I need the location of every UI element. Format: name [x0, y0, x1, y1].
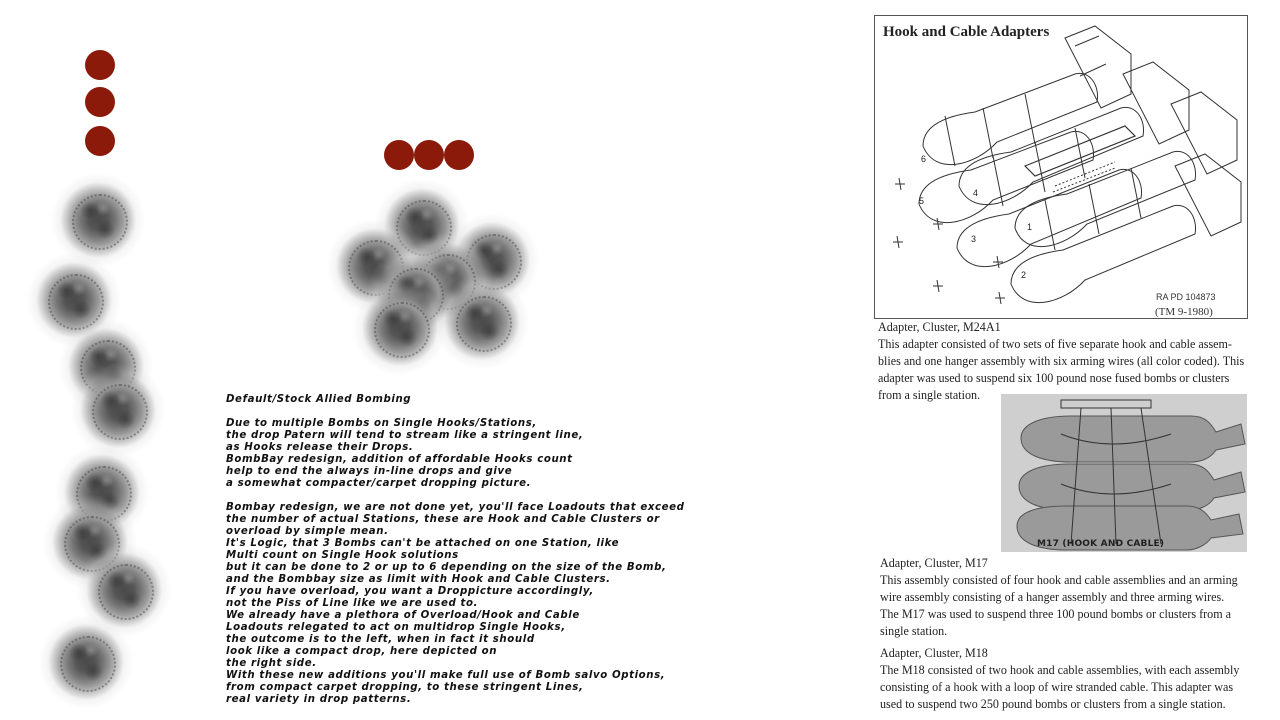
m17-line: single station. [880, 624, 948, 638]
m18-title: Adapter, Cluster, M18 [880, 646, 988, 660]
explanation-line: but it can be done to 2 or up to 6 depending on the size of the Bomb, [226, 562, 667, 573]
m17-line: The M17 was used to suspend three 100 pound bombs or clusters from a [880, 607, 1231, 621]
explanation-line: not the Piss of Line like we are used to. [226, 598, 479, 609]
figure-source: (TM 9-1980) [1155, 306, 1213, 318]
figure-code: RA PD 104873 [1156, 292, 1216, 302]
bomb-number-label: 4 [973, 188, 979, 198]
explanation-line: We already have a plethora of Overload/Hook and Cable [226, 610, 580, 621]
explanation-line: Multi count on Single Hook solutions [226, 550, 459, 561]
left-marker-dot [85, 87, 115, 117]
bomb-number-label: 2 [1021, 270, 1027, 280]
explanation-line: help to end the always in-line drops and give [226, 466, 513, 477]
m17-line: wire assembly consisting of a hanger assembly and three arming wires. [880, 590, 1225, 604]
center-marker-dot [384, 140, 414, 170]
explanation-line: Bombay redesign, we are not done yet, you'll face Loadouts that exceed [226, 502, 685, 513]
m24a1-line: This adapter consisted of two sets of five separate hook and cable assem- [878, 337, 1232, 351]
explanation-line: It's Logic, that 3 Bombs can't be attached on one Station, like [226, 538, 620, 549]
m17-photo [1001, 394, 1247, 552]
explanation-line: the right side. [226, 658, 317, 669]
bomb-number-label: 5 [919, 196, 925, 206]
m24a1-line: from a single station. [878, 388, 981, 402]
center-marker-dot [444, 140, 474, 170]
m18-description [880, 645, 1239, 713]
bomb-impact [434, 274, 530, 370]
m17-title: Adapter, Cluster, M17 [880, 556, 988, 570]
m24a1-line: adapter was used to suspend six 100 pound nose fused bombs or clusters [878, 371, 1230, 385]
m17-bombs-illustration [1001, 394, 1247, 552]
left-marker-dot [85, 126, 115, 156]
explanation-heading: Default/Stock Allied Bombing [226, 394, 412, 405]
explanation-line: the outcome is to the left, when in fact it should [226, 634, 535, 645]
m17-description [880, 555, 1238, 640]
bomb-impact [70, 362, 166, 458]
explanation-line: Due to multiple Bombs on Single Hooks/Stations, [226, 418, 537, 429]
explanation-line: from compact carpet dropping, to these stringent Lines, [226, 682, 584, 693]
explanation-line: With these new additions you'll make full use of Bomb salvo Options, [226, 670, 666, 681]
m24a1-title: Adapter, Cluster, M24A1 [878, 320, 1001, 334]
explanation-line: look like a compact drop, here depicted on [226, 646, 498, 657]
bomb-impact [352, 280, 448, 376]
explanation-line: If you have overload, you want a Droppicture accordingly, [226, 586, 594, 597]
figure-title: Hook and Cable Adapters [883, 24, 1050, 40]
explanation-line: as Hooks release their Drops. [226, 442, 414, 453]
explanation-text [226, 394, 726, 706]
m24a1-line: blies and one hanger assembly with six arming wires (all color coded). This [878, 354, 1245, 368]
hook-cable-figure [874, 15, 1248, 319]
explanation-line: a somewhat compacter/carpet dropping picture. [226, 478, 532, 489]
explanation-line: the drop Patern will tend to stream like a stringent line, [226, 430, 584, 441]
bomb-number-label: 1 [1027, 222, 1033, 232]
explanation-line: Loadouts relegated to act on multidrop Single Hooks, [226, 622, 566, 633]
bomb-number-label: 3 [971, 234, 977, 244]
explanation-line: real variety in drop patterns. [226, 694, 412, 705]
bomb-cluster-illustration [875, 16, 1247, 318]
explanation-line: overload by simple mean. [226, 526, 389, 537]
m18-line: consisting of a hook with a loop of wire stranded cable. This adapter was [880, 680, 1234, 694]
center-marker-dot [414, 140, 444, 170]
photo-caption: M17 (HOOK AND CABLE) [1037, 539, 1165, 549]
bomb-number-label: 6 [921, 154, 927, 164]
m17-line: This assembly consisted of four hook and cable assemblies and an arming [880, 573, 1238, 587]
explanation-line: the number of actual Stations, these are Hook and Cable Clusters or [226, 514, 660, 525]
m18-line: used to suspend two 250 pound bombs or clusters from a single station. [880, 697, 1226, 711]
explanation-line: BombBay redesign, addition of affordable Hooks count [226, 454, 573, 465]
explanation-line: and the Bombbay size as limit with Hook and Cable Clusters. [226, 574, 611, 585]
m24a1-description [878, 319, 1244, 404]
bomb-impact [38, 614, 134, 710]
m18-line: The M18 consisted of two hook and cable assemblies, with each assembly [880, 663, 1240, 677]
left-marker-dot [85, 50, 115, 80]
